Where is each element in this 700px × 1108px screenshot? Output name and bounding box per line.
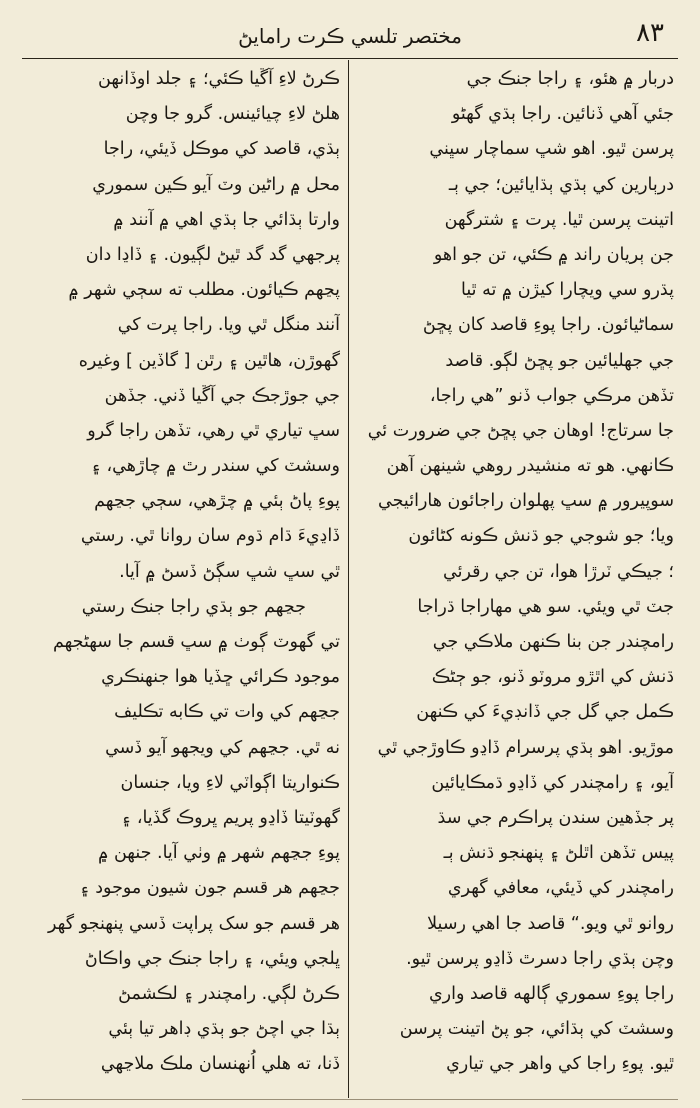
text-line: دربار ۾ هئو، ۽ راجا جنڪ جي [466, 69, 674, 89]
text-line: جئي آهي ڏنائين. راجا ٻڌي گهڻو [451, 104, 674, 125]
text-line: ڌنش کي اٿڙو مروٽو ڏنو، جو ڄڻڪ [431, 667, 674, 688]
text-line: پوءِ جڃهم شهر ۾ وٺي آيا. جنهن ۾ [98, 843, 340, 864]
text-line: ڀلجي ويئي، ۽ راجا جنڪ جي واڪاڻ [84, 948, 340, 969]
text-line: ڏنا، ته هلي اُنهنسان ملڪ ملاڃهي [100, 1054, 340, 1075]
text-line: پڃهم ڪيائون. مطلب ته سڄي شهر ۾ [68, 280, 340, 301]
text-line: وسشٽ کي سندر رٿ ۾ چاڙهي، ۽ [90, 456, 340, 477]
page-header [20, 16, 680, 60]
text-line: جٽ ٿي ويئي. سو هي مهاراجا ڌراجا [417, 596, 674, 617]
text-line: پڌرو سي ويچارا کيڙن ۾ ته ٿيا [461, 280, 674, 301]
text-line: جي جوڙجڪ جي آڱيا ڏني. جڏهن [104, 385, 340, 406]
text-line: موجود ڪرائي ڇڏيا هوا جنهنڪري [101, 667, 340, 688]
text-line: ڏاڍيءَ ڌام ڌوم سان روانا ٿي. رستي [80, 526, 340, 547]
text-line: وارتا ٻڌائي جا ٻڌي اهي ۾ آنند ۾ [113, 209, 340, 230]
text-line: ٻڌا جي اچڻ جو ٻڌي ڊاهر تيا ٻئي [108, 1019, 340, 1040]
text-line: روانو ٿي ويو.“ قاصد جا اهي رسيلا [427, 913, 674, 934]
text-line: وسشٽ کي ٻڌائي، جو پڻ اتينت پرسن [399, 1019, 674, 1040]
text-line: ؛ جيڪي ٽرڙا هوا، تن جي رقرئي [443, 561, 674, 582]
text-line: آيو، ۽ رامچندر کي ڏاڍو ڌمڪايائين [431, 772, 674, 793]
text-line: محل ۾ راڻين وٽ آيو ڪين سموري [92, 174, 340, 195]
text-line: گهوڙن، هاٿين ۽ رٿن [ گاڏين ] وغيره [78, 350, 340, 371]
text-line: ٻڌي، قاصد کي موڪل ڏيئي، راجا [103, 139, 340, 160]
text-line: گهوٽيتا ڏاڍو پريم ڀروڪ گڏيا، ۽ [121, 807, 340, 828]
text-line: جن ٻريان راند ۾ ڪئي، تن جو اهو [433, 244, 674, 265]
text-line: هلڻ لاءِ چيائينس. گرو جا وچن [125, 104, 340, 125]
text-line: پرسن ٿيو. اهو شڀ سماچار سڀني [429, 139, 674, 160]
text-line: ٿي سڀ شڀ سڳڻ ڏسڻ ۾ آيا. [119, 561, 340, 582]
right-column [356, 62, 674, 1094]
text-line: ٿيو. پوءِ راجا کي واهر جي تياري [446, 1054, 674, 1075]
text-line: آنند منگل ٿي ويا. راجا پرت کي [117, 315, 340, 336]
running-title: مختصر تلسي ڪرت رامايڻ [238, 24, 462, 48]
text-line: تڏهن مرڪي جواب ڏنو ”هي راجا، [429, 385, 674, 406]
text-line: رامچندر جن بنا ڪنهن ملاڪي جي [432, 632, 674, 652]
page-edge-rule [22, 1099, 678, 1100]
text-line: درٻارين کي ٻڌي ٻڌايائين؛ جي ٻـ [448, 174, 674, 195]
text-line: اتينت پرسن ٿيا. پرت ۽ شترگهن [444, 209, 674, 230]
text-line: جا سرتاج! اوهان جي پڇڻ جي ضرورت ئي [367, 420, 674, 441]
text-line: ڪانهي. هو ته منشيدر روهي شينهن آهن [386, 456, 674, 477]
text-line: موڙيو. اهو ٻڌي پرسرام ڏاڍو ڪاوڙجي ٿي [377, 737, 674, 758]
text-line: راجا پوءِ سموري ڳالهه قاصد واري [428, 983, 674, 1004]
text-line: ڪرڻ لڳي. رامچندر ۽ لڪشمڻ [118, 983, 340, 1004]
text-line: هر قسم جو سک پراپت ڏسي پنهنجو گهر [47, 913, 340, 934]
text-line: جڃهم هر قسم جون شيون موجود ۽ [79, 878, 340, 899]
text-line: پيس تڏهن اٿلڻ ۽ پنهنجو ڌنش ٻـ [443, 843, 674, 864]
text-line: نه ٿي. جڃهم کي ويجهو آيو ڏسي [105, 737, 340, 758]
left-column [24, 62, 340, 1094]
text-line: ڪمل جي گل جي ڏانڊيءَ کي ڪنهن [416, 702, 674, 723]
text-line: پرجهي گد گد ٿيڻ لڳيون. ۽ ڏاڍا دان [85, 244, 340, 265]
column-divider [348, 60, 349, 1098]
text-line: پوءِ پاڻ ٻئي ۾ چڙهي، سڄي جڃهم [94, 491, 340, 512]
text-line: ويا؛ جو شوجي جو ڌنش ڪونه کڻائون [408, 526, 674, 547]
text-line: وچن ٻڌي راجا دسرٿ ڏاڍو پرسن ٿيو. [406, 948, 674, 969]
text-line: رامچندر کي ڏيئي، معافي گهري [447, 878, 674, 899]
page-number: ٨٣ [636, 18, 664, 48]
text-line: سڀ تياري ٿي رهي، تڏهن راجا گرو [87, 420, 340, 441]
text-line: سوپيرور ۾ سڀ پهلوان راجائون هارائيجي [378, 491, 674, 512]
text-line: پر جڏهين سندن پراڪرم جي سڌ [437, 807, 674, 828]
paragraph-start-line: جڃهم جو ٻڌي راجا جنڪ رستي [81, 596, 306, 617]
text-line: جڃهم کي وات تي ڪابه تڪليف [114, 702, 340, 723]
text-line: سماڻيائون. راجا پوءِ قاصد کان پڇڻ [422, 315, 674, 336]
text-line: جي جھليائين جو پڇڻ لڳو. قاصد [445, 350, 674, 371]
header-rule [22, 58, 678, 59]
text-line: ڪرڻ لاءِ آڱيا ڪئي؛ ۽ جلد اوڏانهن [98, 69, 340, 89]
text-line: ڪنواريتا اڳواٽي لاءِ ويا، جنسان [120, 772, 340, 793]
text-line: تي گهوٽ ڳوٺ ۾ سڀ قسم جا سهڻجهم [52, 632, 340, 652]
